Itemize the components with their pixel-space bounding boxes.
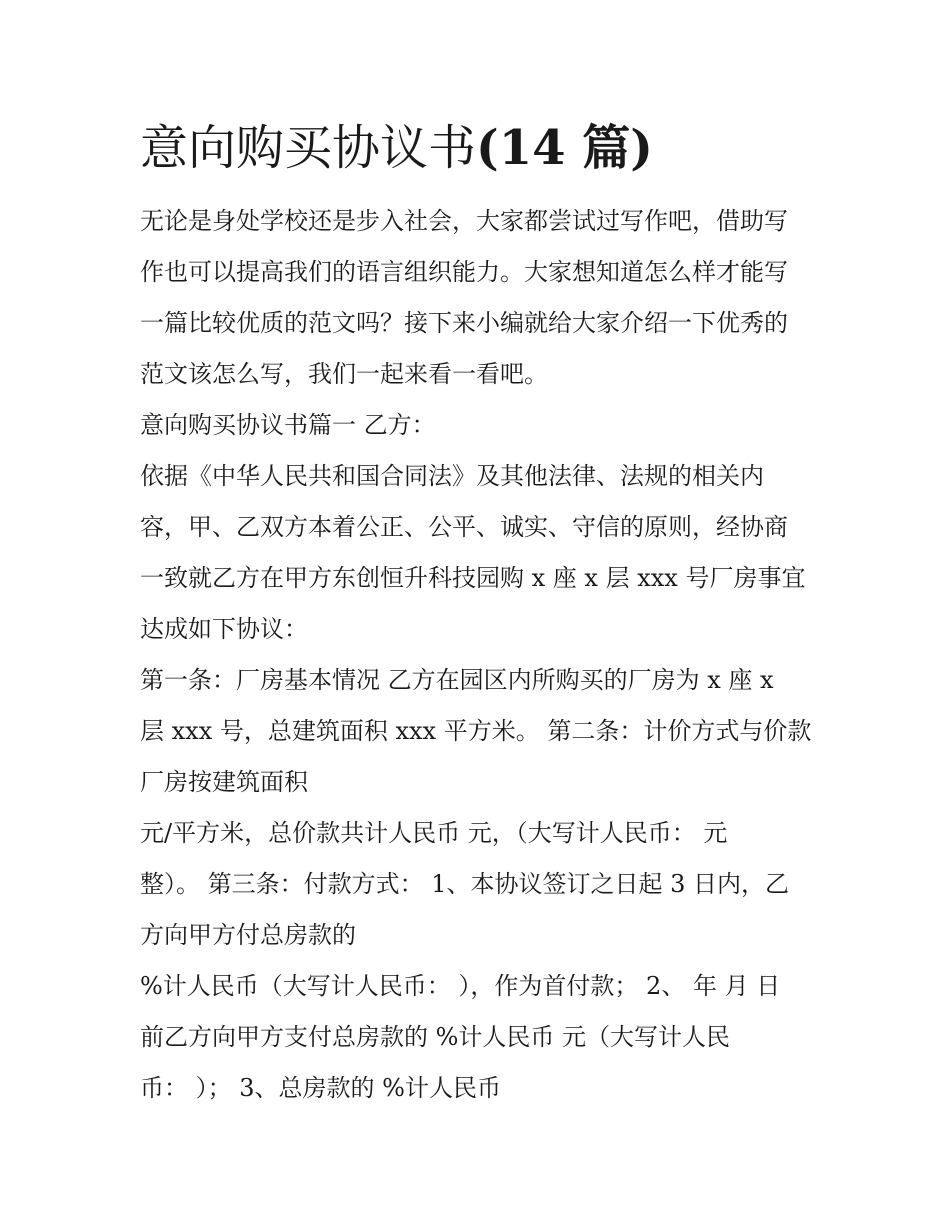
text-line: 一篇比较优质的范文吗？接下来小编就给大家介绍一下优秀的 bbox=[140, 309, 788, 337]
text-line: 前乙方向甲方支付总房款的 %计人民币 元（大写计人民 bbox=[140, 1023, 731, 1051]
text-line: 无论是身处学校还是步入社会，大家都尝试过写作吧，借助写 bbox=[140, 207, 788, 235]
text-line: 层 xxx 号，总建筑面积 xxx 平方米。 第二条：计价方式与价款 bbox=[140, 717, 812, 745]
section-heading: 意向购买协议书篇一 乙方： bbox=[140, 411, 436, 439]
text-line: %计人民币（大写计人民币： ），作为首付款； 2、 年 月 日 bbox=[140, 972, 781, 1000]
text-line: 作也可以提高我们的语言组织能力。大家想知道怎么样才能写 bbox=[140, 258, 788, 286]
document-body bbox=[140, 196, 815, 1114]
text-line: 范文该怎么写，我们一起来看一看吧。 bbox=[140, 360, 548, 388]
title-main: 意向购买协议书 bbox=[140, 120, 477, 176]
text-line: 元/平方米，总价款共计人民币 元，（大写计人民币： 元 bbox=[140, 819, 728, 847]
text-line: 达成如下协议： bbox=[140, 615, 308, 643]
text-line: 币： ）； 3、总房款的 %计人民币 bbox=[140, 1074, 501, 1102]
text-line: 依据《中华人民共和国合同法》及其他法律、法规的相关内 bbox=[140, 462, 764, 490]
text-line: 容，甲、乙双方本着公正、公平、诚实、守信的原则，经协商 bbox=[140, 513, 788, 541]
text-line: 方向甲方付总房款的 bbox=[140, 921, 356, 949]
document-title bbox=[140, 118, 653, 178]
text-line: 厂房按建筑面积 bbox=[140, 768, 308, 796]
text-line: 一致就乙方在甲方东创恒升科技园购 x 座 x 层 xxx 号厂房事宜 bbox=[140, 564, 806, 592]
text-line: 第一条：厂房基本情况 乙方在园区内所购买的厂房为 x 座 x bbox=[140, 666, 774, 694]
text-line: 整）。 第三条：付款方式： 1、本协议签订之日起 3 日内，乙 bbox=[140, 870, 790, 898]
title-count: (14 篇) bbox=[476, 120, 653, 176]
